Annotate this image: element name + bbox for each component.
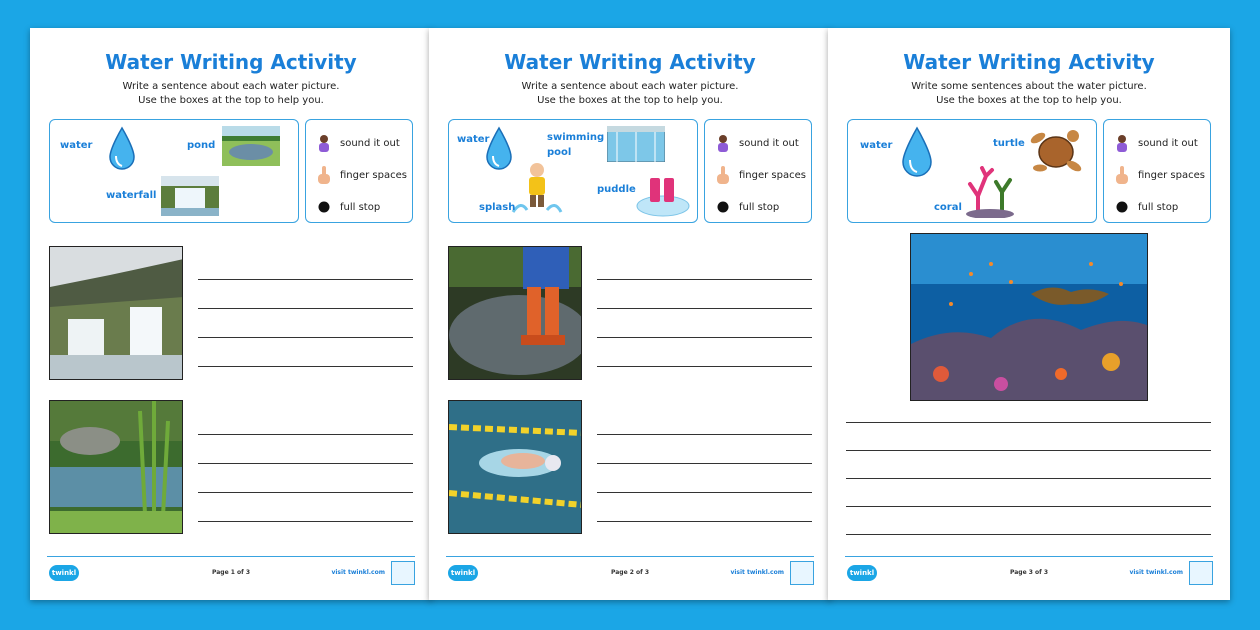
writing-line [597,308,812,309]
finger-icon [316,166,332,184]
writing-line [597,492,812,493]
writing-tips [704,119,812,223]
tip-label: sound it out [340,137,400,149]
child-icon [715,134,731,152]
word-coral: coral [934,202,962,213]
coral-picture [958,166,1022,218]
writing-line [597,337,812,338]
water-drop-icon [485,126,513,172]
child-icon [1114,134,1130,152]
writing-line [846,534,1211,535]
full-stop-icon [316,198,332,216]
page-footer [47,556,415,589]
word-splash: splash [479,202,516,213]
finger-icon [1114,166,1130,184]
tip-label: finger spaces [340,169,407,181]
tip-label: finger spaces [1138,169,1205,181]
waterfall-photo [49,246,183,380]
splash-child-picture [511,160,563,218]
finger-icon [715,166,731,184]
tip-finger-spaces [316,166,407,184]
word-puddle: puddle [597,184,636,195]
word-bank [448,119,698,223]
pool-picture [607,126,665,162]
word-pool: pool [547,147,572,158]
writing-line [198,279,413,280]
child-icon [316,134,332,152]
writing-line [198,492,413,493]
tip-label: full stop [739,201,780,213]
page-title: Water Writing Activity [105,50,357,74]
tip-label: sound it out [739,137,799,149]
word-water: water [457,134,490,145]
quality-badge-icon [790,561,814,585]
writing-line [198,308,413,309]
instructions [828,80,1230,108]
pond-image [50,401,183,534]
word-turtle: turtle [993,138,1025,149]
waterfall-image [50,247,183,380]
full-stop-icon [715,198,731,216]
writing-line [198,521,413,522]
page-title: Water Writing Activity [903,50,1155,74]
instruction-line: Use the boxes at the top to help you. [537,95,723,106]
writing-tips [305,119,413,223]
quality-badge-icon [391,561,415,585]
word-water: water [60,140,93,151]
tip-label: full stop [340,201,381,213]
page-footer [845,556,1213,589]
instructions [30,80,432,108]
word-water: water [860,140,893,151]
word-pond: pond [187,140,216,151]
instruction-line: Write a sentence about each water picture. [122,81,340,92]
word-bank [847,119,1097,223]
pond-picture [222,126,280,166]
page-title: Water Writing Activity [504,50,756,74]
coral-reef-photo [910,233,1148,401]
tip-finger-spaces [1114,166,1205,184]
visit-link[interactable]: visit twinkl.com [1129,569,1183,576]
word-swimming: swimming [547,132,605,143]
writing-line [597,434,812,435]
page-number: Page 1 of 3 [212,569,250,576]
coral-reef-image [911,234,1148,401]
tip-full-stop [1114,198,1178,216]
twinkl-logo: twinkl [847,565,877,581]
writing-line [198,434,413,435]
tip-sound-it-out [316,134,400,152]
page-number: Page 3 of 3 [1010,569,1048,576]
twinkl-logo: twinkl [448,565,478,581]
full-stop-icon [1114,198,1130,216]
instruction-line: Write some sentences about the water picture. [911,81,1147,92]
writing-line [597,521,812,522]
writing-line [198,366,413,367]
instructions [429,80,831,108]
writing-tips [1103,119,1211,223]
writing-line [846,450,1211,451]
turtle-picture [1028,122,1084,180]
tip-label: sound it out [1138,137,1198,149]
water-drop-icon [900,126,934,178]
writing-line [198,337,413,338]
writing-line [597,279,812,280]
writing-line [846,422,1211,423]
tip-sound-it-out [1114,134,1198,152]
visit-link[interactable]: visit twinkl.com [331,569,385,576]
visit-link[interactable]: visit twinkl.com [730,569,784,576]
pond-photo [49,400,183,534]
page-number: Page 2 of 3 [611,569,649,576]
writing-line [597,366,812,367]
swimmer-photo [448,400,582,534]
page-footer [446,556,814,589]
writing-line [846,506,1211,507]
puddle-boots-photo [448,246,582,380]
puddle-boots-image [449,247,582,380]
writing-line [846,478,1211,479]
worksheet-page-1 [30,28,432,600]
puddle-boots-picture [635,172,691,218]
tip-finger-spaces [715,166,806,184]
instruction-line: Write a sentence about each water picture. [521,81,739,92]
instruction-line: Use the boxes at the top to help you. [936,95,1122,106]
twinkl-logo: twinkl [49,565,79,581]
writing-line [198,463,413,464]
worksheet-page-3 [828,28,1230,600]
worksheet-page-2 [429,28,831,600]
word-bank [49,119,299,223]
water-drop-icon [108,126,136,172]
swimmer-image [449,401,582,534]
writing-line [597,463,812,464]
tip-label: full stop [1138,201,1179,213]
quality-badge-icon [1189,561,1213,585]
word-waterfall: waterfall [106,190,157,201]
waterfall-picture [161,176,219,216]
tip-full-stop [715,198,779,216]
instruction-line: Use the boxes at the top to help you. [138,95,324,106]
tip-sound-it-out [715,134,799,152]
tip-full-stop [316,198,380,216]
tip-label: finger spaces [739,169,806,181]
